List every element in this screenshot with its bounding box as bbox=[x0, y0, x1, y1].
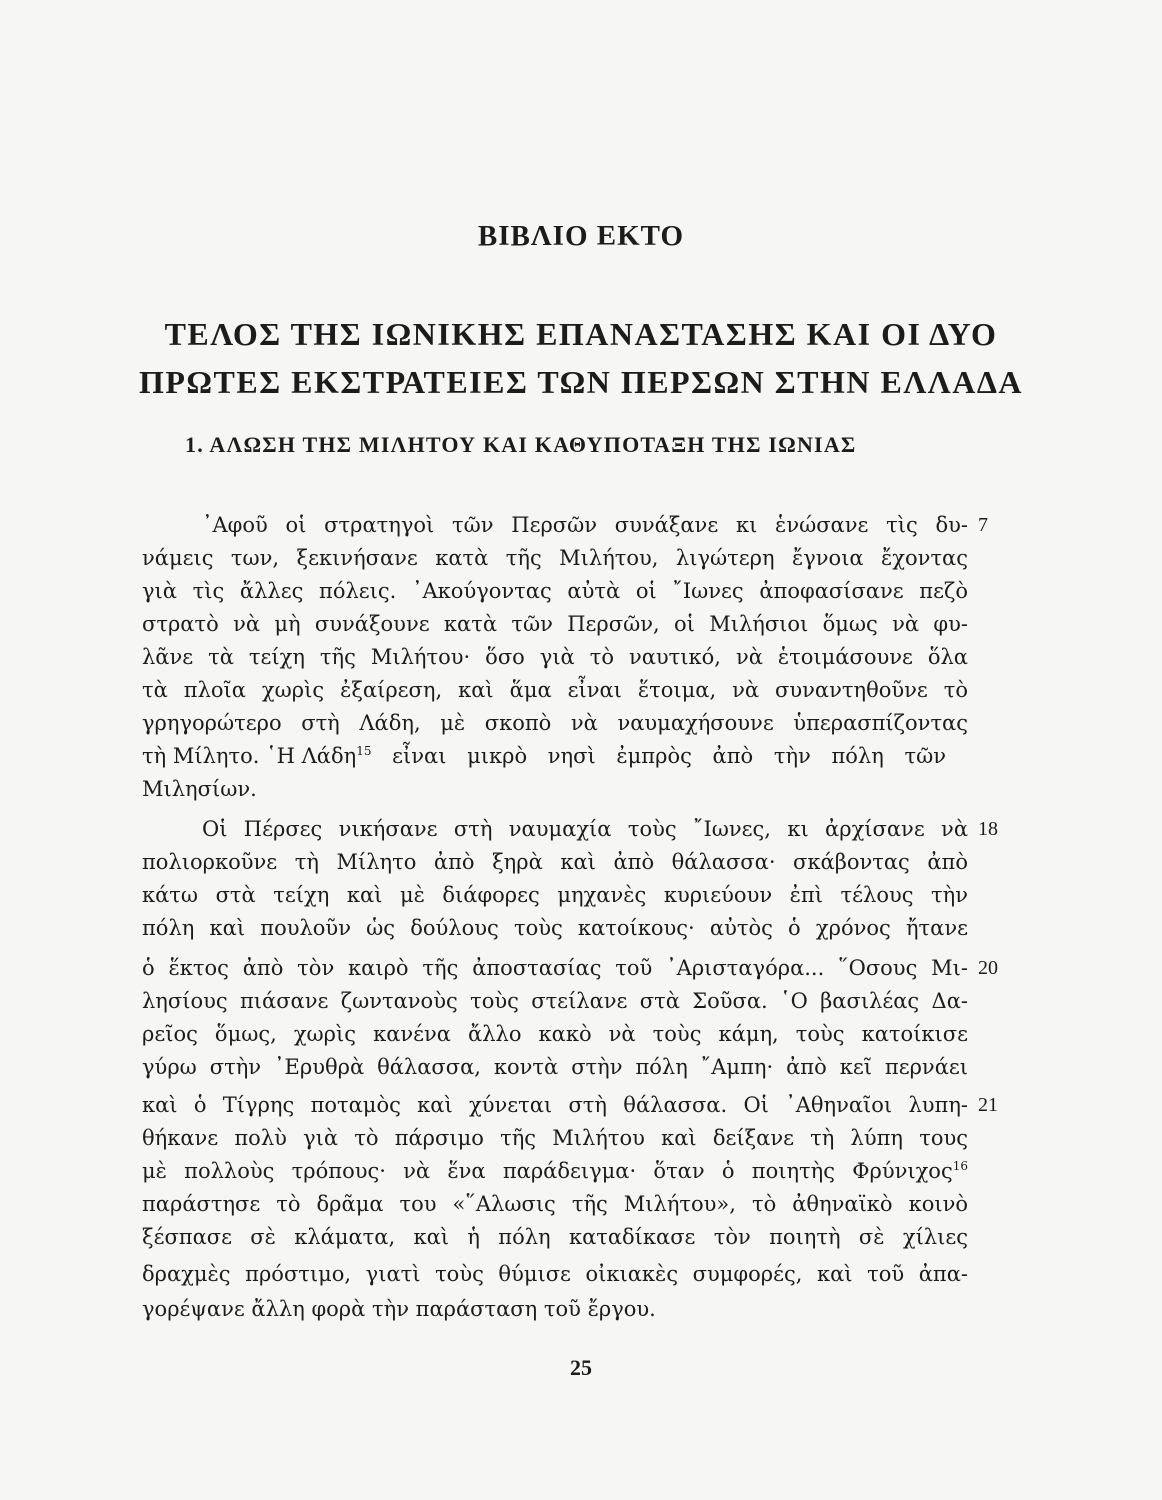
text-line: λᾶνε τὰ τείχη τῆς Μιλήτου· ὅσο γιὰ τὸ ναυτικό, νὰ ἑτοιμάσουνε ὅλα bbox=[142, 645, 968, 669]
text-line: στρατὸ νὰ μὴ συνάξουνε κατὰ τῶν Περσῶν, οἱ Μιλήσιοι ὅμως νὰ φυ- bbox=[142, 612, 968, 636]
text-line: ᾿Αφοῦ οἱ στρατηγοὶ τῶν Περσῶν συνάξανε κι ἑνώσανε τὶς δυ- bbox=[202, 513, 968, 537]
text-line bbox=[142, 739, 968, 773]
text-line: θήκανε πολὺ γιὰ τὸ πάρσιμο τῆς Μιλήτου καὶ δείξανε τὴ λύπη τους bbox=[142, 1126, 968, 1150]
text-line: ξέσπασε σὲ κλάματα, καὶ ἡ πόλη καταδίκασε τὸν ποιητὴ σὲ χίλιες bbox=[142, 1225, 968, 1249]
chapter-title-line-2: ΠΡΩΤΕΣ ΕΚΣΤΡΑΤΕΙΕΣ ΤΩΝ ΠΕΡΣΩΝ ΣΤΗΝ ΕΛΛΑΔΑ bbox=[138, 364, 1024, 400]
text-line-part: τὴ Μίλητο. ῾Η Λάδη bbox=[142, 744, 357, 768]
footnote-ref: 16 bbox=[952, 1159, 968, 1173]
margin-chapter-number: 7 bbox=[978, 514, 988, 536]
book-title: ΒΙΒΛΙΟ ΕΚΤΟ bbox=[477, 220, 685, 252]
text-line-part: μὲ πολλοὺς τρόπους· νὰ ἕνα παράδειγμα· ὅταν ὁ ποιητὴς Φρύνιχος bbox=[142, 1159, 953, 1183]
text-line: παράστησε τὸ δρᾶμα του «῞Αλωσις τῆς Μιλήτου», τὸ ἀθηναϊκὸ κοινὸ bbox=[142, 1192, 968, 1216]
page-number: 25 bbox=[570, 1355, 592, 1380]
text-line: τὰ πλοῖα χωρὶς ἐξαίρεση, καὶ ἅμα εἶναι ἕτοιμα, νὰ συναντηθοῦνε τὸ bbox=[142, 678, 968, 702]
text-line: γύρω στὴν ᾿Ερυθρὰ θάλασσα, κοντὰ στὴν πόλη ῎Αμπη· ἀπὸ κεῖ περνάει bbox=[142, 1055, 968, 1079]
margin-chapter-number: 18 bbox=[978, 818, 998, 840]
margin-chapter-number: 21 bbox=[978, 1094, 998, 1116]
footnote-ref: 15 bbox=[356, 744, 372, 758]
chapter-title bbox=[0, 310, 1162, 406]
margin-chapter-number: 20 bbox=[978, 957, 998, 979]
text-line: πολιορκοῦνε τὴ Μίλητο ἀπὸ ξηρὰ καὶ ἀπὸ θάλασσα· σκάβοντας ἀπὸ bbox=[142, 850, 968, 874]
text-line: γρηγορώτερο στὴ Λάδη, μὲ σκοπὸ νὰ ναυμαχήσουνε ὑπερασπίζοντας bbox=[142, 711, 968, 735]
text-line: ὁ ἕκτος ἀπὸ τὸν καιρὸ τῆς ἀποστασίας τοῦ ᾿Αρισταγόρα... ῞Οσους Μι- bbox=[142, 956, 968, 980]
chapter-title-line-1: ΤΕΛΟΣ ΤΗΣ ΙΩΝΙΚΗΣ ΕΠΑΝΑΣΤΑΣΗΣ ΚΑΙ ΟΙ ΔΥΟ bbox=[164, 316, 998, 352]
text-line: Μιλησίων. bbox=[142, 777, 257, 801]
text-line: λησίους πιάσανε ζωντανοὺς τοὺς στείλανε στὰ Σοῦσα. ῾Ο βασιλέας Δα- bbox=[142, 989, 968, 1013]
text-line-part: εἶναι μικρὸ νησὶ ἐμπρὸς ἀπὸ τὴν πόλη τῶν bbox=[371, 744, 946, 768]
text-line: γιὰ τὶς ἄλλες πόλεις. ᾿Ακούγοντας αὐτὰ οἱ ῎Ιωνες ἀποφασίσανε πεζὸ bbox=[142, 579, 968, 603]
text-line: πόλη καὶ πουλοῦν ὡς δούλους τοὺς κατοίκους· αὐτὸς ὁ χρόνος ἤτανε bbox=[142, 916, 968, 940]
text-line: γορέψανε ἄλλη φορὰ τὴν παράσταση τοῦ ἔργου. bbox=[142, 1297, 656, 1321]
text-line: νάμεις των, ξεκινήσανε κατὰ τῆς Μιλήτου, λιγώτερη ἔγνοια ἔχοντας bbox=[142, 546, 968, 570]
text-line: Οἱ Πέρσες νικήσανε στὴ ναυμαχία τοὺς ῎Ιωνες, κι ἀρχίσανε νὰ bbox=[202, 817, 968, 841]
text-line: κάτω στὰ τείχη καὶ μὲ διάφορες μηχανὲς κυριεύουν ἐπὶ τέλους τὴν bbox=[142, 883, 968, 907]
section-heading: 1. ΑΛΩΣΗ ΤΗΣ ΜΙΛΗΤΟΥ ΚΑΙ ΚΑΘΥΠΟΤΑΞΗ ΤΗΣ ΙΩΝΙΑΣ bbox=[185, 432, 857, 457]
text-line: δραχμὲς πρόστιμο, γιατὶ τοὺς θύμισε οἰκιακὲς συμφορές, καὶ τοῦ ἀπα- bbox=[142, 1262, 968, 1286]
text-line: καὶ ὁ Τίγρης ποταμὸς καὶ χύνεται στὴ θάλασσα. Οἱ ᾿Αθηναῖοι λυπη- bbox=[142, 1093, 968, 1117]
text-line bbox=[142, 1154, 968, 1188]
text-line: ρεῖος ὅμως, χωρὶς κανένα ἄλλο κακὸ νὰ τοὺς κάμη, τοὺς κατοίκισε bbox=[142, 1022, 968, 1046]
